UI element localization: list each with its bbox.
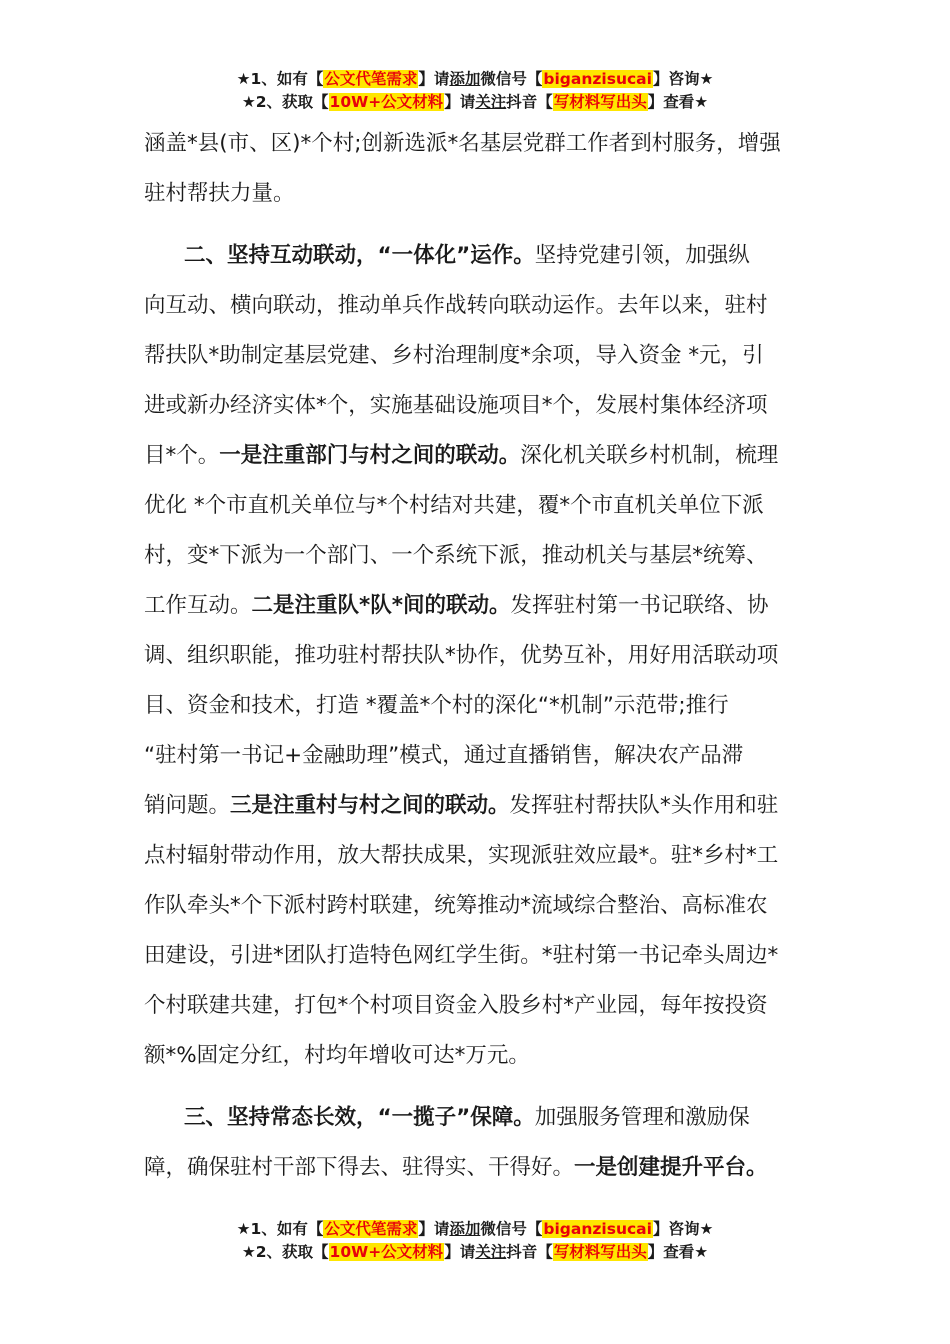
douyin-account: 写材料写出头 [553, 93, 647, 111]
promo-line-1: ★1、如有【公文代笔需求】请添加微信号【biganzisucai】咨询★ [236, 70, 714, 88]
promo-line-2: ★2、获取【10W+公文材料】请关注抖音【写材料写出头】查看★ [241, 93, 709, 111]
subheading: 三是注重村与村之间的联动。 [230, 793, 510, 818]
promo-highlight: 公文代笔需求 [324, 1220, 418, 1238]
subheading: 一是创建提升平台。 [574, 1155, 768, 1180]
footer-promo-banner [0, 1218, 950, 1264]
paragraph-2: 二、坚持互动联动，“一体化”运作。坚持党建引领，加强纵 向互动、横向联动，推动单兵作战转向联动运作。去年以来，驻村 帮扶队*助制定基层党建、乡村治理制度*余项，导入资金 *元，引 进或新办经济实体*个，实施基础设施项目*个，发展村集体经济项 目*个。一是注重部门与村之间的联动。深化机关联乡村机制，梳理 优化 *个市直机关单位与*个村结对共建，覆*个市直机关单位下派 村，变*下派为一个部门、一个系统下派，推动机关与基层*统筹、 工作互动。二是注重队*队*间的联动。发挥驻村第一书记联络、协 调、组织职能，推功驻村帮扶队*协作，优势互补，用好用活联动项 目、资金和技术，打造 *覆盖*个村的深化“*机制”示范带;推行 “驻村第一书记+金融助理”模式，通过直播销售，解决农产品滞 销问题。三是注重村与村之间的联动。发挥驻村帮扶队*头作用和驻 点村辐射带动作用，放大帮扶成果，实现派驻效应最*。驻*乡村*工 作队牵头*个下派村跨村联建，统筹推动*流域综合整治、高标准农 田建设，引进*团队打造特色网红学生街。*驻村第一书记牵头周边* 个村联建共建，打包*个村项目资金入股乡村*产业园，每年按投资 额*%固定分红，村均年增收可达*万元。 [144, 243, 779, 1068]
promo-highlight: 10W+公文材料 [329, 93, 444, 111]
subheading: 二是注重队*队*间的联动。 [251, 593, 511, 618]
section-heading: 二、坚持互动联动，“一体化”运作。 [184, 243, 535, 268]
wechat-id: biganzisucai [543, 70, 652, 88]
header-promo-banner [0, 68, 950, 114]
paragraph-3: 三、坚持常态长效，“一揽子”保障。加强服务管理和激励保 障，确保驻村干部下得去、驻得实、干得好。一是创建提升平台。 [144, 1105, 768, 1180]
document-body [144, 119, 808, 1193]
wechat-id: biganzisucai [543, 1220, 652, 1238]
promo-highlight: 10W+公文材料 [329, 1243, 444, 1261]
promo-highlight: 公文代笔需求 [324, 70, 418, 88]
promo-line-2: ★2、获取【10W+公文材料】请关注抖音【写材料写出头】查看★ [241, 1243, 709, 1261]
subheading: 一是注重部门与村之间的联动。 [219, 443, 521, 468]
section-heading: 三、坚持常态长效，“一揽子”保障。 [184, 1105, 535, 1130]
paragraph-1: 涵盖*县(市、区)*个村;创新选派*名基层党群工作者到村服务，增强 驻村帮扶力量。 [144, 131, 781, 206]
promo-line-1: ★1、如有【公文代笔需求】请添加微信号【biganzisucai】咨询★ [236, 1220, 714, 1238]
douyin-account: 写材料写出头 [553, 1243, 647, 1261]
